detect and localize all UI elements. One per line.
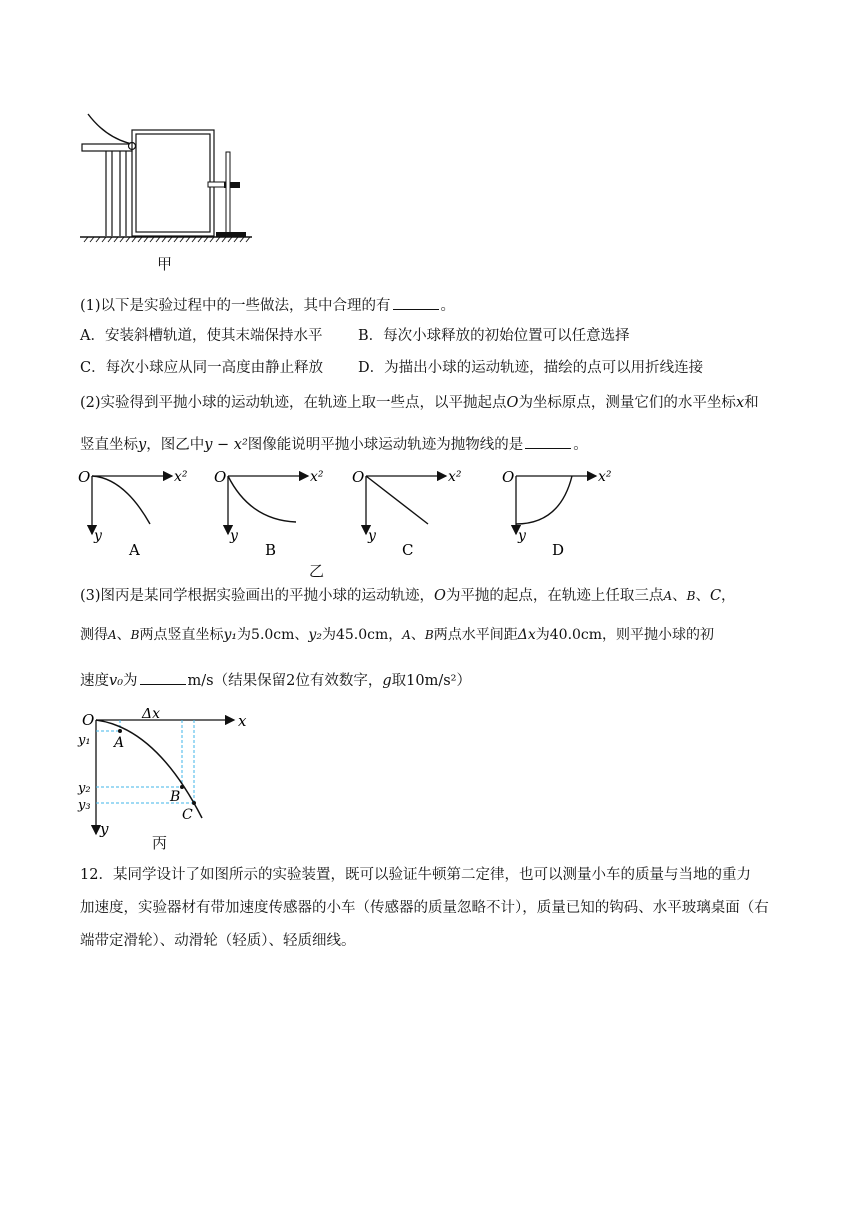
- y2-label: y₂: [78, 781, 91, 796]
- graph-a: [78, 468, 188, 559]
- y-axis-label: y: [100, 820, 109, 838]
- q3-line2: 测得A、B两点竖直坐标y₁为5.0cm、y₂为45.0cm，A、B两点水平间距Δx为40.0cm，则平抛小球的初: [80, 627, 715, 643]
- svg-text:O: O: [502, 468, 515, 486]
- svg-text:O: O: [352, 468, 365, 486]
- q3-line1: (3)图丙是某同学根据实验画出的平抛小球的运动轨迹，O为平抛的起点，在轨迹上任取三点A、B、C，: [80, 588, 736, 604]
- graph-c-label: C: [402, 541, 414, 559]
- y1-label: y₁: [78, 733, 91, 748]
- q2-line1: (2)实验得到平抛小球的运动轨迹，在轨迹上取一些点，以平抛起点O为坐标原点，测量它们的水平坐标x和: [80, 395, 759, 411]
- y-axis-label: y: [94, 528, 102, 544]
- q1-option-a: A．安装斜槽轨道，使其末端保持水平: [80, 328, 323, 344]
- graph-b: [214, 468, 324, 559]
- q1-option-d: D．为描出小球的运动轨迹，描绘的点可以用折线连接: [358, 360, 704, 376]
- origin-label: O: [82, 711, 95, 729]
- q2-line2: 竖直坐标y，图乙中y − x²图像能说明平抛小球运动轨迹为抛物线的是 。: [80, 434, 588, 455]
- point-c-label: C: [182, 807, 193, 823]
- svg-text:O: O: [214, 468, 227, 486]
- figure-yi-graphs: [74, 462, 634, 562]
- graph-c: [352, 468, 462, 559]
- svg-text:x²: x²: [448, 469, 462, 485]
- q1-stem: (1)以下是实验过程中的一些做法，其中合理的有 。: [80, 295, 455, 316]
- svg-text:y: y: [368, 528, 376, 544]
- svg-text:x²: x²: [598, 469, 612, 485]
- graph-d: [502, 468, 612, 559]
- figure-jia-apparatus: [76, 108, 266, 248]
- origin-label: O: [78, 468, 91, 486]
- x-axis-label: x: [238, 712, 247, 730]
- q3-line3: 速度v₀为 m/s（结果保留2位有效数字，g取10m/s²）: [80, 670, 471, 691]
- graph-b-label: B: [265, 541, 277, 559]
- q12-line3: 端带定滑轮）、动滑轮（轻质）、轻质细线。: [80, 933, 356, 949]
- answer-blank[interactable]: [393, 295, 439, 310]
- y3-label: y₃: [78, 798, 91, 813]
- q1-option-c: C．每次小球应从同一高度由静止释放: [80, 360, 324, 376]
- point-b-label: B: [170, 789, 181, 805]
- q12-line2: 加速度，实验器材有带加速度传感器的小车（传感器的质量忽略不计），质量已知的钩码、水平玻璃桌面（右: [80, 900, 769, 916]
- answer-blank[interactable]: [525, 434, 571, 449]
- dx-label: Δx: [142, 708, 161, 722]
- figure-jia-caption: 甲: [157, 255, 173, 273]
- svg-text:y: y: [518, 528, 526, 544]
- graph-a-label: A: [129, 541, 140, 559]
- x-axis-label: x²: [174, 469, 188, 485]
- answer-blank[interactable]: [140, 670, 186, 685]
- figure-bing-caption: 丙: [152, 834, 168, 852]
- svg-text:y: y: [230, 528, 238, 544]
- figure-yi-caption: 乙: [309, 562, 325, 580]
- svg-text:x²: x²: [310, 469, 324, 485]
- point-a-label: A: [114, 735, 125, 751]
- graph-d-label: D: [552, 541, 565, 559]
- q12-line1: 12．某同学设计了如图所示的实验装置，既可以验证牛顿第二定律，也可以测量小车的质量与当地的重力: [80, 867, 751, 883]
- figure-bing-trajectory: [76, 708, 266, 854]
- q1-option-b: B．每次小球释放的初始位置可以任意选择: [358, 328, 630, 344]
